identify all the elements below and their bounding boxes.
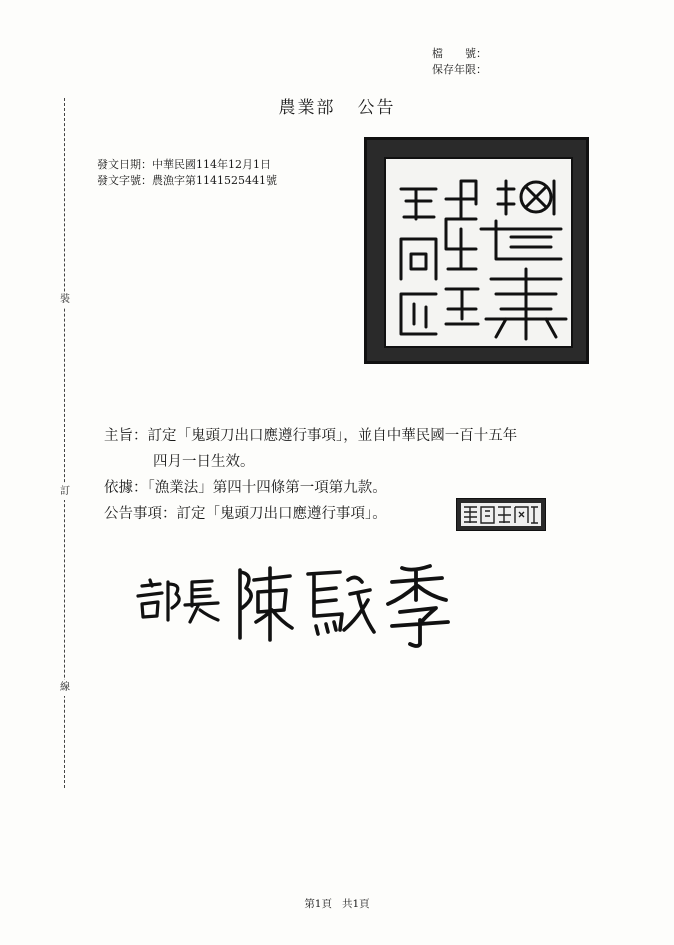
document-type: 公告 — [357, 98, 396, 118]
minister-signature — [130, 560, 460, 650]
ministry-name: 農業部 — [278, 98, 336, 118]
issue-date-value: 中華民國114年12月1日 — [152, 158, 271, 171]
issue-date-label: 發文日期： — [97, 158, 152, 171]
small-ministry-seal-icon — [456, 498, 546, 531]
document-title — [0, 93, 674, 118]
subject-line-2: 四月一日生效。 — [153, 454, 255, 470]
retention-label: 保存年限： — [432, 63, 487, 76]
basis-line: 依據：「漁業法」第四十四條第一項第九款。 — [104, 480, 387, 496]
page-number: 第1頁 — [304, 898, 332, 910]
archive-fields — [432, 46, 487, 78]
file-number-label: 檔 號： — [432, 47, 487, 60]
subject-line-1: 主旨：訂定「鬼頭刀出口應遵行事項」，並自中華民國一百十五年 — [104, 428, 518, 444]
issue-number-value: 農漁字第1141525441號 — [152, 174, 277, 187]
issue-number-label: 發文字號： — [97, 174, 152, 187]
issue-date-row — [97, 157, 277, 173]
page-total: 共1頁 — [342, 898, 370, 910]
binding-char-1: 裝 — [58, 292, 72, 308]
binding-char-2: 訂 — [58, 484, 72, 500]
binding-char-3: 線 — [58, 680, 72, 696]
retention-row — [432, 62, 487, 78]
ministry-seal-icon — [364, 137, 589, 364]
document-meta — [97, 157, 277, 189]
page-footer — [0, 896, 674, 911]
file-number-row — [432, 46, 487, 62]
issue-number-row — [97, 173, 277, 189]
announcement-line: 公告事項：訂定「鬼頭刀出口應遵行事項」。 — [104, 506, 387, 522]
